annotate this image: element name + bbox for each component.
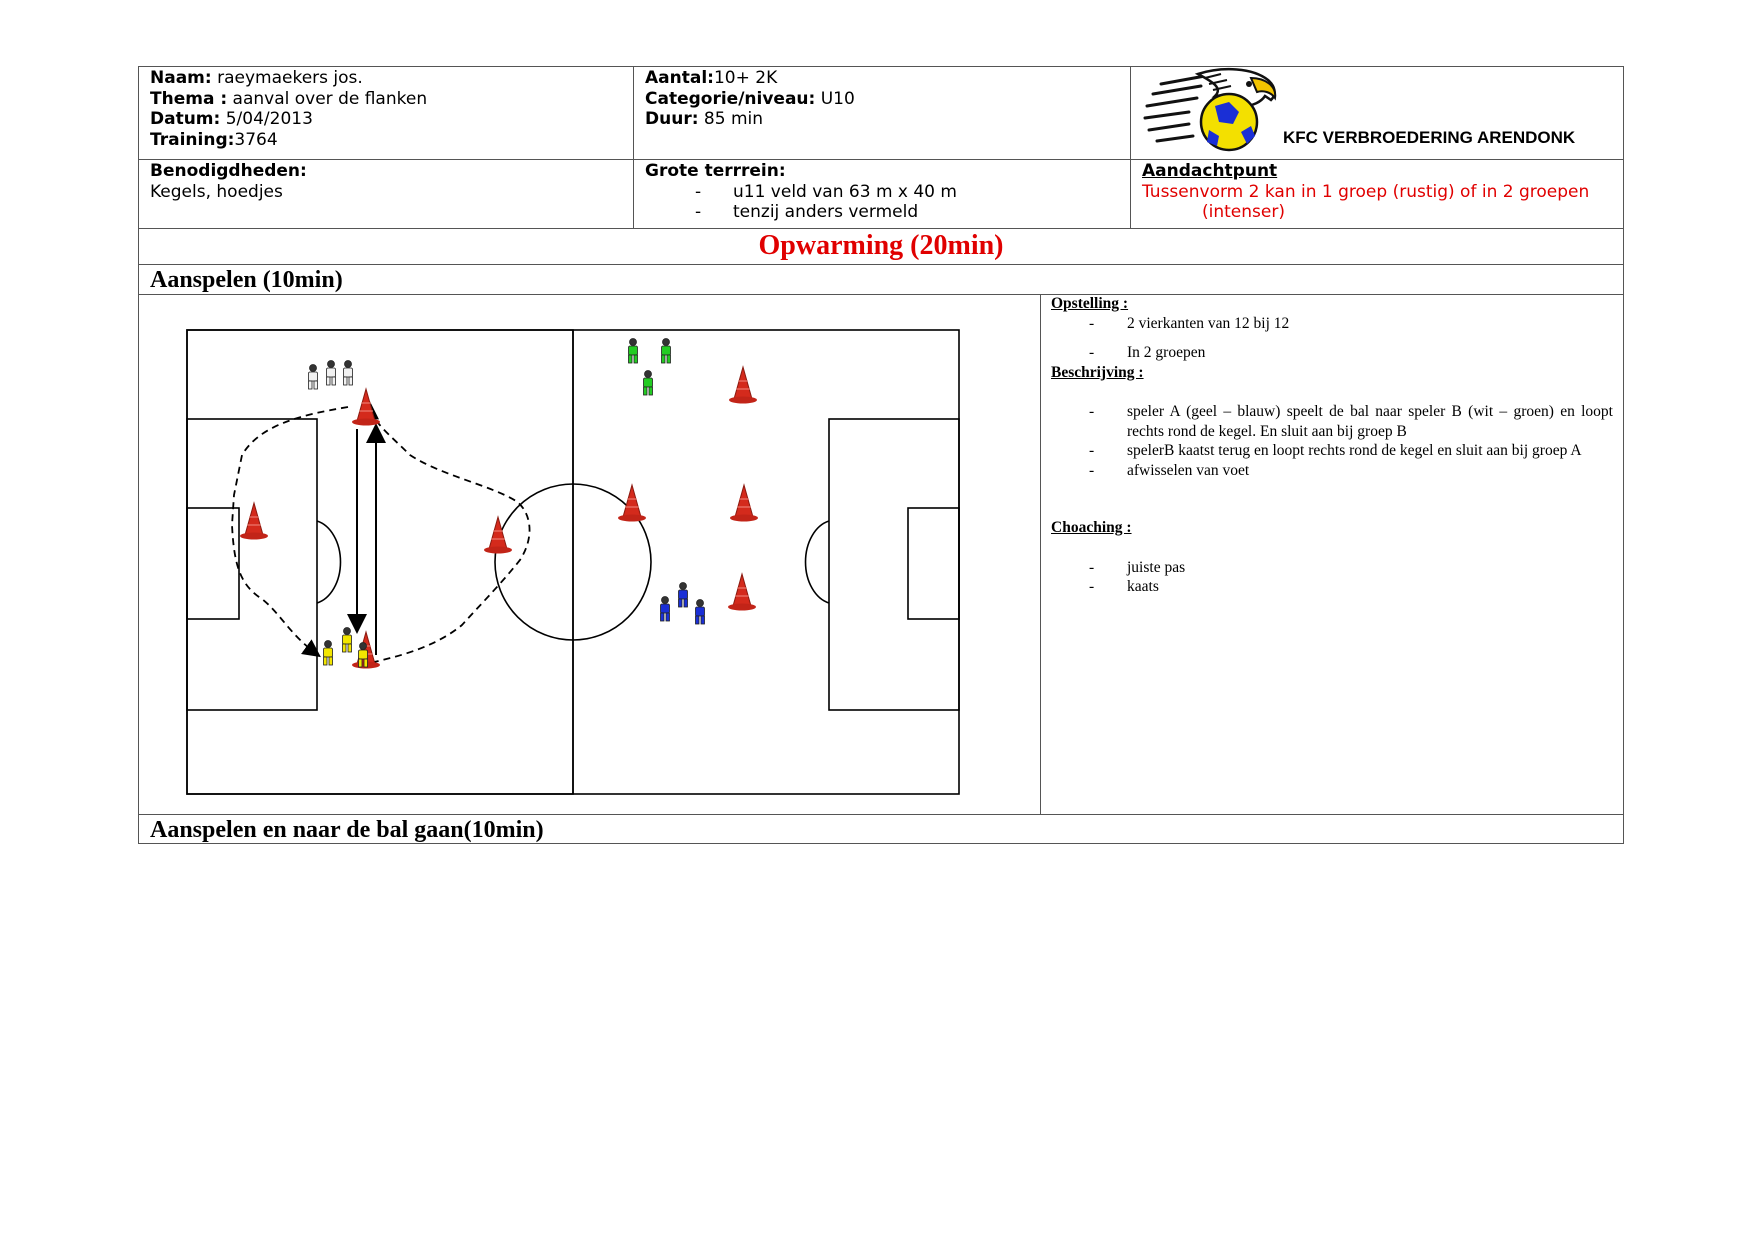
exercise-title: Aanspelen (10min)	[150, 267, 343, 293]
cone-marker	[729, 367, 757, 404]
naam-label: Naam:	[150, 68, 212, 88]
player-figure	[344, 361, 353, 386]
aantal-label: Aantal:	[645, 68, 714, 88]
penalty-area-right	[829, 419, 959, 710]
duur-label: Duur:	[645, 109, 699, 129]
pitch-diagram	[180, 325, 980, 800]
benodigdheden-label: Benodigdheden:	[150, 161, 307, 181]
categorie-label: Categorie/niveau:	[645, 88, 816, 109]
goal-area-right	[908, 508, 959, 619]
player-figure	[696, 600, 705, 625]
training-value: 3764	[234, 129, 278, 150]
column-divider	[633, 66, 634, 228]
cone-marker	[240, 503, 268, 540]
player-figure	[679, 583, 688, 608]
list-item: - kaats	[1089, 578, 1159, 595]
aandacht-text-cont: (intenser)	[1202, 202, 1285, 222]
duur-value: 85 min	[703, 109, 763, 129]
thema-label: Thema :	[150, 88, 228, 109]
categorie-value: U10	[820, 88, 855, 109]
player-figure	[629, 339, 638, 364]
list-item: - afwisselen van voet	[1089, 461, 1250, 479]
aandacht-text: Tussenvorm 2 kan in 1 groep (rustig) of in 2 groepen	[1142, 181, 1590, 202]
row-divider	[138, 814, 1624, 815]
club-logo	[1143, 66, 1293, 156]
player-figure	[324, 641, 333, 666]
benodigdheden-value: Kegels, hoedjes	[150, 181, 283, 202]
warmup-banner: Opwarming (20min)	[758, 230, 1004, 261]
player-figure	[662, 339, 671, 364]
cone-marker	[484, 517, 512, 554]
aantal-value: 10+ 2K	[713, 68, 778, 88]
thema-value: aanval over de flanken	[232, 88, 428, 109]
run-path	[360, 405, 530, 665]
club-name: KFC VERBROEDERING ARENDONK	[1283, 128, 1576, 147]
row-divider	[138, 264, 1624, 265]
list-item: - In 2 groepen	[1089, 344, 1206, 361]
cone-marker	[618, 485, 646, 522]
datum-value: 5/04/2013	[225, 109, 313, 129]
penalty-arc-left	[317, 521, 340, 603]
list-item: - spelerB kaatst terug en loopt rechts rond de kegel en sluit aan bij groep A	[1089, 442, 1582, 459]
player-figure	[309, 365, 318, 390]
penalty-area-left	[187, 419, 317, 710]
coaching-label: Choaching :	[1051, 519, 1132, 536]
list-item: - 2 vierkanten van 12 bij 12	[1089, 314, 1290, 332]
benodigdheden	[150, 161, 307, 202]
list-item: - juiste pas	[1089, 558, 1186, 576]
cone-marker	[728, 574, 756, 611]
column-divider	[1130, 66, 1131, 228]
pitch-outline	[187, 330, 573, 794]
aandacht-label: Aandachtpunt	[1142, 161, 1278, 181]
beschrijving-label: Beschrijving :	[1051, 363, 1144, 381]
trainer-info	[150, 68, 427, 150]
naam-value: raeymaekers jos.	[217, 68, 363, 88]
goal-area-left	[187, 508, 239, 619]
terrein	[645, 161, 1125, 223]
exercise-description	[1051, 294, 1613, 597]
penalty-arc-right	[806, 521, 829, 603]
cone-marker	[730, 485, 758, 522]
opstelling-label: Opstelling :	[1051, 295, 1129, 312]
aandachtpunt	[1142, 161, 1589, 223]
list-item: - tenzij anders vermeld	[695, 202, 919, 222]
session-info	[645, 68, 855, 130]
player-figure	[661, 597, 670, 622]
list-item: - speler A (geel – blauw) speelt de bal naar speler B (wit – groen) en loopt rechts rond de kegel. En sluit aan bij groep B	[1089, 403, 1613, 440]
terrein-label: Grote terrrein:	[645, 161, 786, 181]
exercise-title: Aanspelen en naar de bal gaan(10min)	[150, 817, 544, 843]
player-figure	[327, 361, 336, 386]
row-divider	[138, 159, 1624, 160]
column-divider	[1040, 294, 1041, 814]
player-figure	[343, 628, 352, 653]
datum-label: Datum:	[150, 109, 221, 129]
cone-marker	[352, 389, 380, 426]
training-label: Training:	[150, 129, 235, 150]
list-item: - u11 veld van 63 m x 40 m	[695, 181, 957, 202]
player-figure	[644, 371, 653, 396]
